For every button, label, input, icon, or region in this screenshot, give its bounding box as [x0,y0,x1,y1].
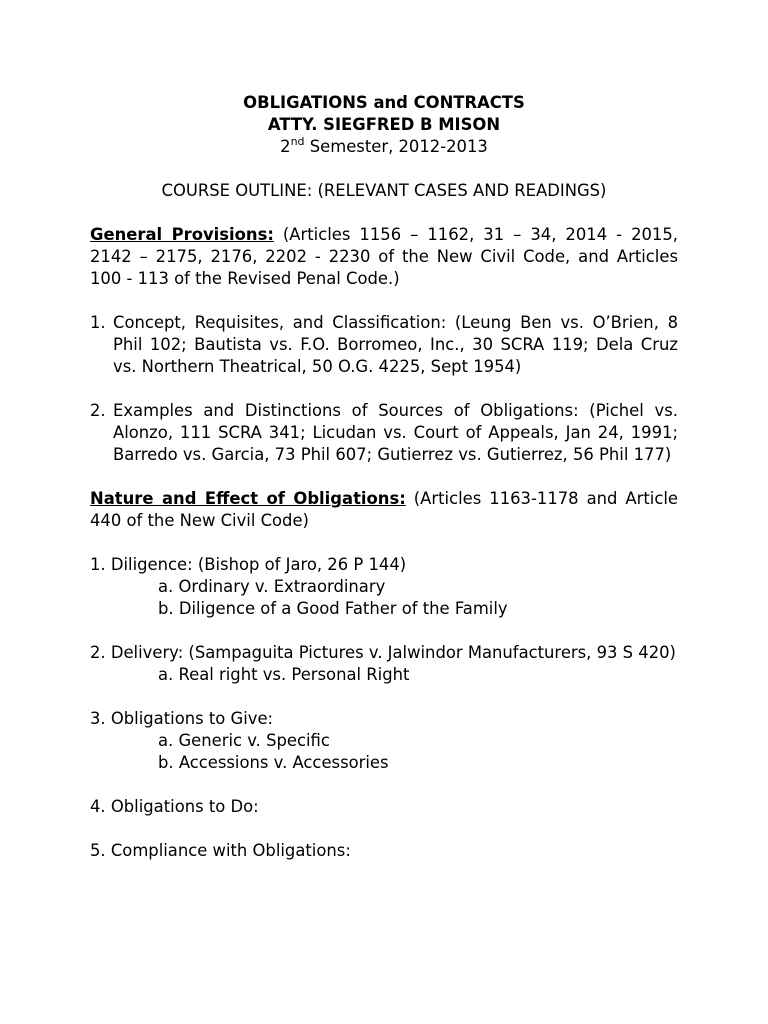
list-item-number: 1. [90,313,106,332]
delivery-item: 2. Delivery: (Sampaguita Pictures v. Jalwindor Manufacturers, 93 S 420) [90,643,676,662]
document-author: ATTY. SIEGFRED B MISON [267,115,501,134]
list-item [90,400,678,466]
semester-number: 2 [280,137,291,156]
diligence-item: 1. Diligence: (Bishop of Jaro, 26 P 144) [90,555,407,574]
document-title: OBLIGATIONS and CONTRACTS [243,93,525,112]
general-provisions-text: (Articles 1156 – 1162, 31 – 34, 2014 - 2015, 2142 – 2175, 2176, 2202 - 2230 of the New Civil Code, and Articles 100 - 113 of the Revised Penal Code.) [90,225,678,288]
nature-effect-heading: Nature and Effect of Obligations: [90,489,406,508]
list-item [90,312,678,378]
list-item-text: Examples and Distinctions of Sources of Obligations: (Pichel vs. Alonzo, 111 SCRA 341; Licudan vs. Court of Appeals, Jan 24, 1991; Barredo vs. Garcia, 73 Phil 607; Gutierrez vs. Gutierrez, 56 Phil 177) [113,401,678,464]
list-item-text: Concept, Requisites, and Classification: (Leung Ben vs. O’Brien, 8 Phil 102; Bautista vs. F.O. Borromeo, Inc., 30 SCRA 119; Dela Cruz vs. Northern Theatrical, 50 O.G. 4225, Sept 1954) [113,313,678,376]
diligence-sub-b: b. Diligence of a Good Father of the Family [158,599,508,618]
course-outline-title: COURSE OUTLINE: (RELEVANT CASES AND READINGS) [161,181,607,200]
give-sub-a: a. Generic v. Specific [158,731,330,750]
give-item: 3. Obligations to Give: [90,709,274,728]
general-provisions-paragraph [90,224,678,290]
give-sub-b: b. Accessions v. Accessories [158,753,389,772]
do-item: 4. Obligations to Do: [90,797,259,816]
delivery-sub-a: a. Real right vs. Personal Right [158,665,410,684]
compliance-item: 5. Compliance with Obligations: [90,841,351,860]
general-provisions-heading: General Provisions: [90,225,274,244]
nature-effect-paragraph [90,488,678,532]
nature-effect-text: (Articles 1163-1178 and Article 440 of the New Civil Code) [90,489,678,530]
semester-superscript: nd [290,135,305,148]
document-page [90,92,678,862]
list-item-number: 2. [90,401,106,420]
semester-text: Semester, 2012-2013 [304,137,488,156]
semester-line [90,136,678,158]
diligence-sub-a: a. Ordinary v. Extraordinary [158,577,386,596]
